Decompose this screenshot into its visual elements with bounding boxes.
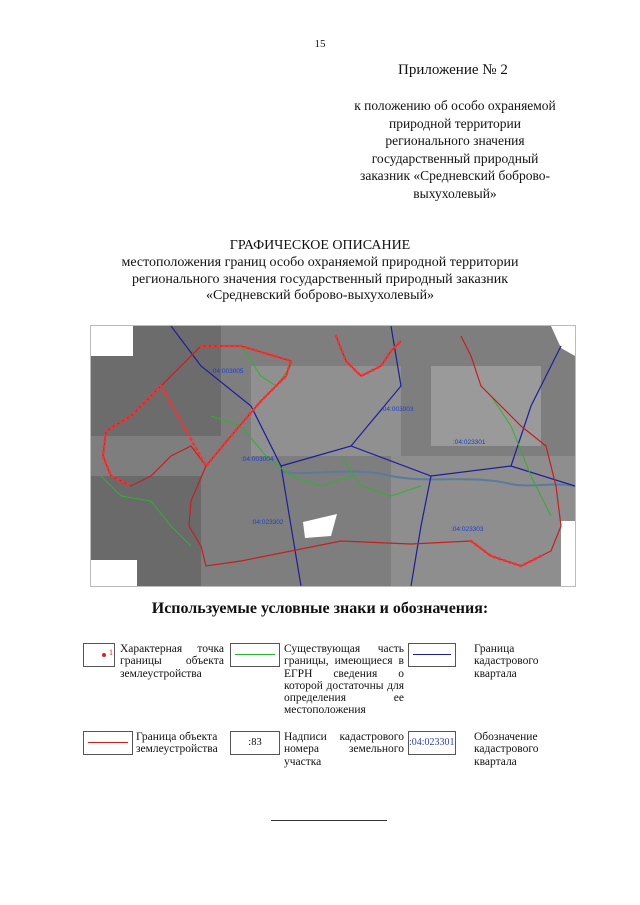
title-line: регионального значения государственный природный заказник xyxy=(131,271,509,287)
appendix-subtitle xyxy=(340,97,570,203)
legend-title: Используемые условные знаки и обозначения: xyxy=(151,600,489,617)
subtitle-line: к положению об особо охраняемой xyxy=(354,98,556,113)
blue-line-icon xyxy=(413,654,451,655)
boundary-map xyxy=(90,325,576,587)
legend-symbol-quarter-label: :04:023301 xyxy=(408,731,456,755)
map-terrain-patch xyxy=(391,456,575,586)
map-terrain-patch xyxy=(251,366,401,456)
legend-text-quarter-label: Обозначение кадастрового квартала xyxy=(474,731,539,768)
quarter-label: :04:023302 xyxy=(251,519,284,526)
legend-text-egrn: Существующая часть границы, имеющиеся в ЕГРН сведения о которой достаточны для определения ее местоположения xyxy=(284,643,404,717)
title-heading: ГРАФИЧЕСКОЕ ОПИСАНИЕ xyxy=(229,238,411,253)
map-blank-area xyxy=(561,521,575,586)
point-number: 1 xyxy=(109,648,113,657)
appendix-label: Приложение № 2 xyxy=(398,62,508,78)
legend-symbol-parcel-number: :83 xyxy=(230,731,280,755)
subtitle-line: регионального значения xyxy=(385,133,525,149)
quarter-label: :04:003005 xyxy=(211,368,244,375)
map-svg xyxy=(91,326,575,586)
footer-divider xyxy=(271,820,387,821)
quarter-label: :04:003004 xyxy=(241,456,274,463)
title-line: «Средневский боброво-выхухолевый» xyxy=(205,288,435,304)
red-line-icon xyxy=(88,742,128,743)
legend-text-point: Характерная точка границы объекта землеустройства xyxy=(120,643,224,680)
legend-symbol-egrn xyxy=(230,643,280,667)
subtitle-line: государственный природный xyxy=(371,150,539,166)
red-point-icon xyxy=(102,653,106,657)
document-title xyxy=(0,238,640,305)
legend-text-parcel-number: Надписи кадастрового номера земельного участка xyxy=(284,731,404,768)
subtitle-line: заказник «Средневский боброво- xyxy=(360,168,550,184)
subtitle-line: выхухолевый» xyxy=(413,185,497,201)
green-line-icon xyxy=(235,654,275,655)
legend-text-boundary: Граница объекта землеустройства xyxy=(136,731,218,756)
title-line: местоположения границ особо охраняемой природной территории xyxy=(121,254,519,270)
legend-symbol-point xyxy=(83,643,115,667)
map-blank-area xyxy=(91,560,137,586)
legend-symbol-quarter xyxy=(408,643,456,667)
map-blank-area xyxy=(91,326,133,356)
map-terrain-patch xyxy=(431,366,541,446)
quarter-label: :04:023303 xyxy=(451,526,484,533)
legend-symbol-boundary xyxy=(83,731,133,755)
quarter-label: :04:003003 xyxy=(381,406,414,413)
quarter-label: :04:023301 xyxy=(453,439,486,446)
legend-text-quarter: Граница кадастрового квартала xyxy=(474,643,539,680)
page-number: 15 xyxy=(314,38,326,50)
subtitle-line: природной территории xyxy=(388,115,522,131)
